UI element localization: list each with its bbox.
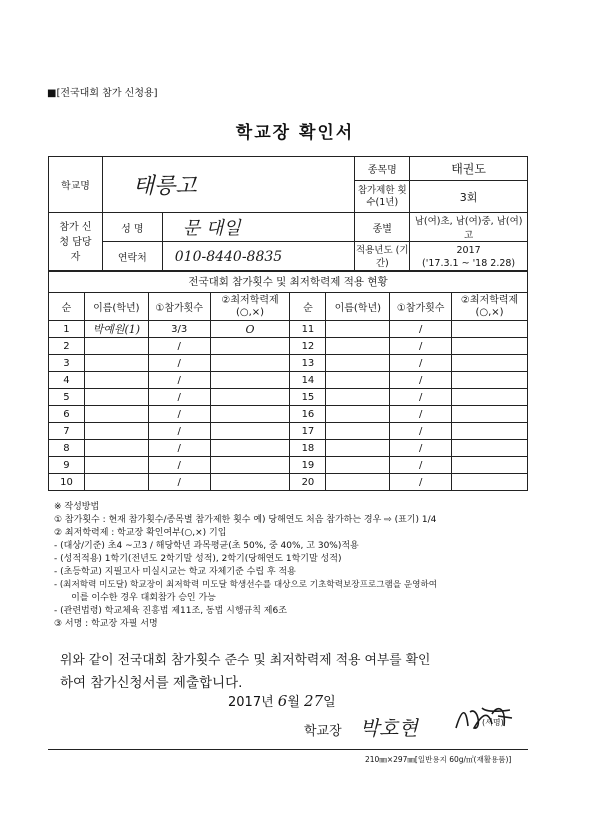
participation-count: / (148, 457, 210, 474)
year-value-cell (410, 242, 528, 272)
stamp-text: (서명) (482, 718, 504, 727)
status-rows (49, 321, 528, 491)
min-academic-check (452, 406, 528, 423)
table-row (49, 406, 528, 423)
participation-count: / (390, 372, 452, 389)
min-academic-check (210, 372, 290, 389)
participation-count: / (390, 355, 452, 372)
category-value: 남(여)초, 남(여)중, 남(여)고 (410, 213, 528, 242)
event-label: 종목명 (355, 157, 410, 181)
min-academic-check (210, 457, 290, 474)
row-number: 14 (290, 372, 326, 389)
table-row (49, 372, 528, 389)
instruction-line: - (성적적용) 1학기(전년도 2학기말 성적), 2학기(당해연도 1학기말 성적) (54, 554, 342, 564)
contact-group-label: 참가 신청 담당자 (49, 213, 103, 272)
min-academic-check: O (210, 321, 290, 338)
footer-line (48, 749, 528, 750)
row-number: 12 (290, 338, 326, 355)
row-number: 17 (290, 423, 326, 440)
participation-count: / (390, 321, 452, 338)
signature-stamp (452, 704, 516, 734)
table-row (49, 474, 528, 491)
min-academic-check (452, 423, 528, 440)
col-header-count: ①참가횟수 (148, 293, 210, 321)
min-academic-check (452, 440, 528, 457)
instruction-line: 이를 이수한 경우 대회참가 승인 가능 (54, 593, 216, 603)
min-academic-check (210, 355, 290, 372)
student-name (326, 406, 390, 423)
participation-count: / (148, 389, 210, 406)
year-value: 2017 (456, 244, 481, 256)
student-name (84, 406, 148, 423)
instruction-line: ※ 작성방법 (54, 502, 100, 512)
row-number: 2 (49, 338, 85, 355)
instruction-line: ③ 서명 : 학교장 자필 서명 (54, 619, 158, 629)
min-academic-check (452, 457, 528, 474)
participation-count: / (390, 440, 452, 457)
date-year: 2017년 (228, 695, 274, 710)
table-row (49, 457, 528, 474)
statement-line-1: 위와 같이 전국대회 참가횟수 준수 및 최저학력제 적용 여부를 확인 (60, 653, 431, 668)
school-label: 학교명 (49, 157, 103, 213)
min-academic-check (210, 338, 290, 355)
date-month-unit: 월 (287, 695, 300, 710)
student-name (326, 338, 390, 355)
min-academic-check (452, 355, 528, 372)
principal-line (304, 712, 418, 741)
min-academic-check (210, 406, 290, 423)
limit-label: 참가제한 횟수(1년) (355, 181, 410, 213)
instruction-line: ② 최저학력제 : 학교장 확인여부(○,×) 기입 (54, 528, 227, 538)
participation-count: / (390, 406, 452, 423)
row-number: 9 (49, 457, 85, 474)
row-number: 3 (49, 355, 85, 372)
col-header-no: 순 (290, 293, 326, 321)
period-value: ('17.3.1 ~ '18 2.28) (422, 257, 516, 269)
statement (60, 650, 540, 694)
participation-count: / (390, 423, 452, 440)
row-number: 18 (290, 440, 326, 457)
category-label: 종별 (355, 213, 410, 242)
date-day-handwritten: 27 (304, 692, 324, 710)
contact-name-handwritten: 문 대일 (162, 213, 355, 242)
instructions (54, 501, 534, 631)
table-row (49, 389, 528, 406)
date-month-handwritten: 6 (277, 692, 288, 710)
form-type-note: ■[전국대회 참가 신청용] (47, 88, 158, 99)
student-name (84, 372, 148, 389)
participation-count: / (390, 474, 452, 491)
instruction-line: ① 참가횟수 : 현재 참가횟수/종목별 참가제한 횟수 예) 당해연도 처음 참가하는 경우 ⇨ (표기) 1/4 (54, 515, 437, 525)
col-header-no: 순 (49, 293, 85, 321)
row-number: 6 (49, 406, 85, 423)
col-header-min: ②최저학력제 (○,×) (210, 293, 290, 321)
event-value: 태권도 (410, 157, 528, 181)
student-name (326, 474, 390, 491)
principal-signature: 박호현 (359, 716, 418, 740)
date-day-unit: 일 (323, 695, 336, 710)
school-name-handwritten: 태릉고 (102, 157, 354, 213)
row-number: 13 (290, 355, 326, 372)
instruction-line: - (초등학교) 지필고사 미실시교는 학교 자체기준 수립 후 적용 (54, 567, 296, 577)
min-academic-check (452, 372, 528, 389)
limit-value: 3회 (410, 181, 528, 213)
student-name (326, 440, 390, 457)
col-header-name: 이름(학년) (326, 293, 390, 321)
min-academic-check (210, 389, 290, 406)
row-number: 4 (49, 372, 85, 389)
col-header-min: ②최저학력제 (○,×) (452, 293, 528, 321)
row-number: 19 (290, 457, 326, 474)
row-number: 11 (290, 321, 326, 338)
student-name (326, 372, 390, 389)
status-table-title: 전국대회 참가횟수 및 최저학력제 적용 현황 (49, 271, 528, 293)
col-header-count: ①참가횟수 (390, 293, 452, 321)
min-academic-check (210, 423, 290, 440)
row-number: 1 (49, 321, 85, 338)
date-line (228, 691, 336, 710)
participation-count: / (390, 338, 452, 355)
principal-label: 학교장 (304, 724, 342, 739)
participation-count: / (148, 423, 210, 440)
student-name (84, 457, 148, 474)
min-academic-check (452, 389, 528, 406)
table-row (49, 321, 528, 338)
student-name (84, 338, 148, 355)
instruction-line: - (관련법령) 학교체육 진흥법 제11조, 동법 시행규칙 제6조 (54, 606, 287, 616)
table-row (49, 338, 528, 355)
header-table (48, 156, 528, 272)
row-number: 20 (290, 474, 326, 491)
statement-line-2: 하여 참가신청서를 제출합니다. (60, 675, 243, 691)
student-name: 박예원(1) (84, 321, 148, 338)
row-number: 15 (290, 389, 326, 406)
participation-count: / (390, 457, 452, 474)
col-header-name: 이름(학년) (84, 293, 148, 321)
min-academic-check (452, 321, 528, 338)
row-number: 8 (49, 440, 85, 457)
participation-count: / (148, 440, 210, 457)
participation-count: / (390, 389, 452, 406)
participation-count: / (148, 406, 210, 423)
student-name (326, 389, 390, 406)
status-table (48, 270, 528, 491)
page-title: 학교장 확인서 (235, 123, 355, 143)
table-row (49, 440, 528, 457)
min-academic-check (452, 474, 528, 491)
student-name (84, 355, 148, 372)
student-name (84, 440, 148, 457)
phone-handwritten: 010-8440-8835 (162, 242, 355, 272)
paper-spec: 210㎜×297㎜[일반용지 60g/㎡(재활용품)] (365, 755, 512, 764)
student-name (84, 423, 148, 440)
name-label: 성 명 (102, 213, 162, 242)
instruction-line: - (최저학력 미도달) 학교장이 최저학력 미도달 학생선수를 대상으로 기초학력보장프로그램을 운영하여 (54, 580, 438, 590)
participation-count: / (148, 355, 210, 372)
table-row (49, 423, 528, 440)
student-name (84, 389, 148, 406)
participation-count: / (148, 372, 210, 389)
participation-count: / (148, 474, 210, 491)
min-academic-check (210, 474, 290, 491)
participation-count: 3/3 (148, 321, 210, 338)
instruction-line: - (대상/기준) 초4 ~고3 / 해당학년 과목평균(초 50%, 중 40%, 고 30%)적용 (54, 541, 359, 551)
row-number: 16 (290, 406, 326, 423)
row-number: 5 (49, 389, 85, 406)
table-row (49, 355, 528, 372)
year-label: 적용년도 (기간) (355, 242, 410, 272)
participation-count: / (148, 338, 210, 355)
student-name (326, 321, 390, 338)
row-number: 7 (49, 423, 85, 440)
phone-label: 연락처 (102, 242, 162, 272)
student-name (326, 457, 390, 474)
student-name (326, 423, 390, 440)
min-academic-check (452, 338, 528, 355)
student-name (84, 474, 148, 491)
student-name (326, 355, 390, 372)
min-academic-check (210, 440, 290, 457)
row-number: 10 (49, 474, 85, 491)
